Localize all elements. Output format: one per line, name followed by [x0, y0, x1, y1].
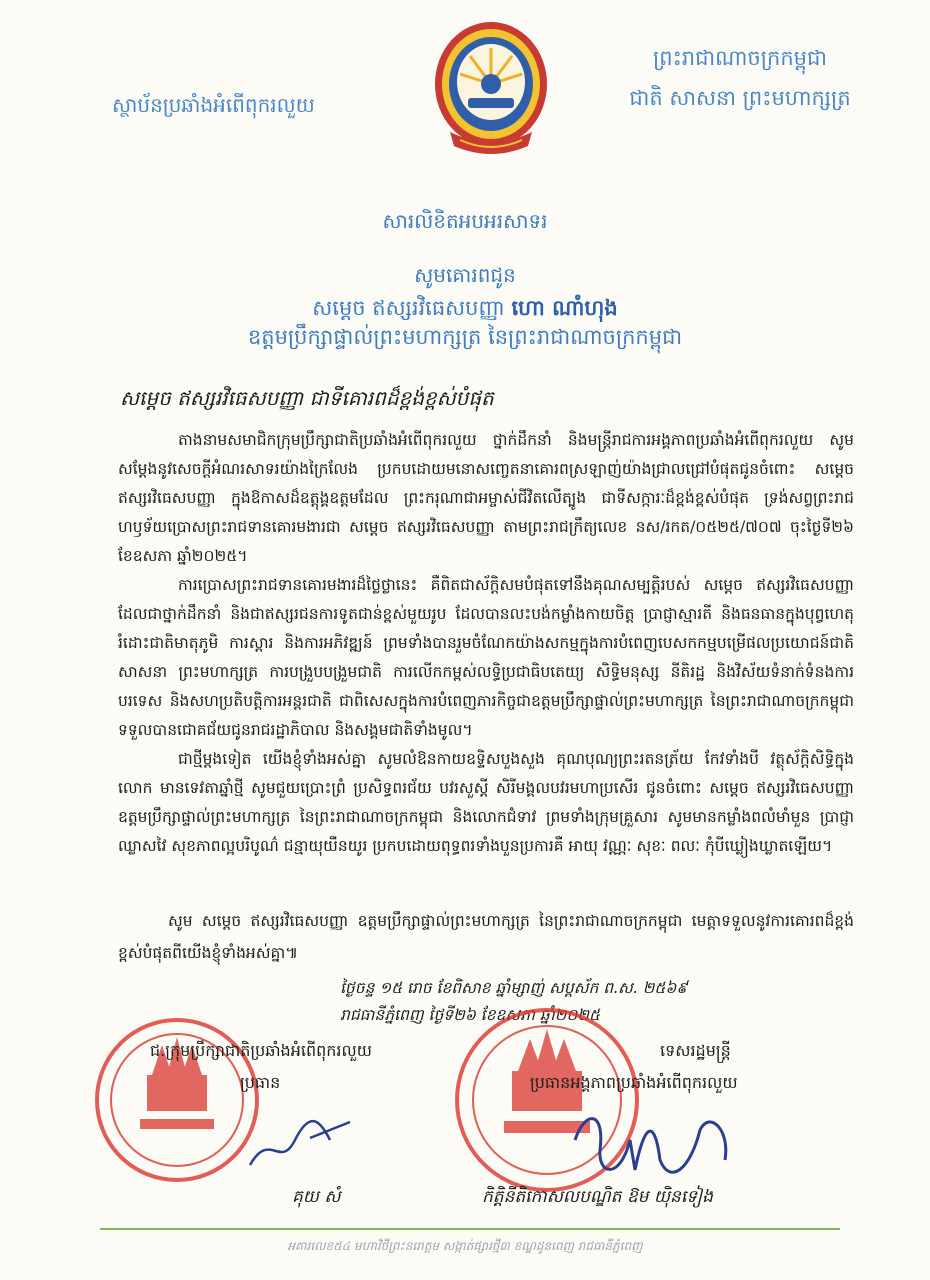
- left-signatory-name: គុយ សំ: [292, 1187, 341, 1207]
- right-signatory-name: កិត្តិនីតិកោសលបណ្ឌិត ឱម យ៉ិនទៀង: [482, 1187, 713, 1207]
- to-label: សូមគោរពជូន: [414, 263, 516, 287]
- right-signatory-org: ទេសរដ្ឋមន្ត្រី: [660, 1041, 731, 1060]
- footer-address: អគារលេខ៥៤ មហាវិថីព្រះនរោត្តម សង្កាត់ផ្សារថ្មី៣ ខណ្ឌដូនពេញ រាជធានីភ្នំពេញ: [287, 1239, 643, 1253]
- paragraph-3: ជាថ្មីម្តងទៀត យើងខ្ញុំទាំងអស់គ្នា សូមលំឱនកាយឧទ្ទិសបួងសួង គុណបុណ្យព្រះរតនត្រ័យ កែវទាំងបី វត្ថុស័ក្តិសិទ្ធិក្នុងលោក មានទេវតាឆ្នាំថ្មី សូមជួយប្រោះព្រំ ប្រសិទ្ធពរជ័យ បវរសួស្តី សិរីមង្គលបវរមហាប្រសើរ ជូនចំពោះ សម្តេច ឥស្សរវិធេសបញ្ញា ឧត្តមប្រឹក្សាផ្ទាល់ព្រះមហាក្សត្រ នៃព្រះរាជាណាចក្រកម្ពុជា និងលោកជំទាវ ព្រមទាំងក្រុមគ្រួសារ សូមមានកម្លាំងពលំមាំមួន ប្រាជ្ញាឈ្លាសវៃ សុខភាពល្អបរិបូណ៌ ជន្មាយុយឺនយូរ ប្រកបដោយពុទ្ធពរទាំងបួនប្រការគឺ អាយុ វណ្ណៈ សុខៈ ពលៈ កុំបីឃ្លៀងឃ្លាតឡើយ។: [118, 750, 854, 855]
- recipient-title: ឧត្តមប្រឹក្សាផ្ទាល់ព្រះមហាក្សត្រ នៃព្រះរាជាណាចក្រកម្ពុជា: [247, 325, 683, 349]
- recipient-personal-name: ហោ ណាំហុង: [511, 295, 618, 320]
- left-signatory-org: ជ.ក្រុមប្រឹក្សាជាតិប្រឆាំងអំពើពុករលួយ: [150, 1041, 372, 1060]
- recipient-name: [0, 295, 930, 326]
- org-name-header: ស្ថាប័នប្រឆាំងអំពើពុករលួយ: [112, 93, 315, 117]
- anti-corruption-emblem: [430, 14, 552, 164]
- closing-paragraph: សូម សម្តេច ឥស្សរវិធេសបញ្ញា ឧត្តមប្រឹក្សាផ្ទាល់ព្រះមហាក្សត្រ នៃព្រះរាជាណាចក្រកម្ពុជា មេត្តាទទួលនូវការគោរពដ៏ខ្ពង់ខ្ពស់បំផុតពីយើងខ្ញុំទាំងអស់គ្នា៕: [118, 912, 854, 962]
- letter-body: [118, 426, 854, 861]
- right-signatory-role: ប្រធានអង្គភាពប្រឆាំងអំពើពុករលួយ: [530, 1073, 738, 1092]
- footer-divider: [100, 1228, 840, 1230]
- national-motto: ជាតិ សាសនា ព្រះមហាក្សត្រ: [629, 86, 851, 110]
- lunar-date: ថ្ងៃចន្ទ ១៥ រោច ខែពិសាខ ឆ្នាំម្សាញ់ សប្តស័ក ព.ស. ២៥៦៩: [340, 979, 688, 997]
- solar-date: រាជធានីភ្នំពេញ ថ្ងៃទី២៦ ខែឧសភា ឆ្នាំ២០២៥: [340, 1006, 600, 1024]
- paragraph-2: ការប្រោសព្រះរាជទានគោរមងារដ៏ថ្លៃថ្លានេះ គឺពិតជាស័ក្តិសមបំផុតទៅនឹងគុណសម្បត្តិរបស់ សម្តេច ឥស្សរវិធេសបញ្ញា ដែលជាថ្នាក់ដឹកនាំ និងជាឥស្សរជនការទូតជាន់ខ្ពស់មួយរូប ដែលបានលះបង់កម្លាំងកាយចិត្ត ប្រាជ្ញាស្មារតី និងធនធានក្នុងបុព្វហេតុរំដោះជាតិមាតុភូមិ ការស្តារ និងការអភិវឌ្ឍន៍ ព្រមទាំងបានរួមចំណែកយ៉ាងសកម្មក្នុងការបំពេញបេសកកម្មបម្រើផលប្រយោជន៍ជាតិ សាសនា ព្រះមហាក្សត្រ ការបង្រួបបង្រួមជាតិ ការលើកកម្ពស់លទ្ធិប្រជាធិបតេយ្យ សិទ្ធិមនុស្ស នីតិរដ្ឋ និងវិស័យទំនាក់ទំនងការបរទេស និងសហប្រតិបត្តិការអន្តរជាតិ ជាពិសេសក្នុងការបំពេញភារកិច្ចជាឧត្តមប្រឹក្សាផ្ទាល់ព្រះមហាក្សត្រ នៃព្រះរាជាណាចក្រកម្ពុជា ទទួលបានជោគជ័យជូនរាជរដ្ឋាភិបាល និងសង្គមជាតិទាំងមូល។: [118, 576, 854, 739]
- right-handwritten-signature: [560, 1100, 740, 1190]
- letter-subject: សារលិខិតអបអរសាទរ: [382, 209, 548, 233]
- paragraph-1: តាងនាមសមាជិកក្រុមប្រឹក្សាជាតិប្រឆាំងអំពើពុករលួយ ថ្នាក់ដឹកនាំ និងមន្ត្រីរាជការអង្គភាពប្រឆាំងអំពើពុករលួយ សូមសម្តែងនូវសេចក្តីអំណរសាទរយ៉ាងក្រៃលែង ប្រកបដោយមនោសញ្ចេតនាគោរពស្រឡាញ់យ៉ាងជ្រាលជ្រៅបំផុតជូនចំពោះ សម្តេច ឥស្សរវិធេសបញ្ញា ក្នុងឱកាសដ៏ឧត្តុង្គឧត្តមដែល ព្រះករុណាជាអម្ចាស់ជីវិតលើត្បូង ជាទីសក្ការៈដ៏ខ្ពង់ខ្ពស់បំផុត ទ្រង់សព្វព្រះរាជហឫទ័យប្រោសព្រះរាជទានគោរមងារជា សម្តេច ឥស្សរវិធេសបញ្ញា តាមព្រះរាជក្រឹត្យលេខ នស/រកត/០៥២៥/៧០៧ ចុះថ្ងៃទី២៦ ខែឧសភា ឆ្នាំ២០២៥។: [118, 431, 854, 565]
- salutation: សម្តេច ឥស្សរវិធេសបញ្ញា ជាទីគោរពដ៏ខ្ពង់ខ្ពស់បំផុត: [120, 386, 494, 410]
- recipient-prefix: សម្តេច ឥស្សរវិធេសបញ្ញា: [312, 296, 505, 320]
- left-handwritten-signature: [240, 1110, 360, 1180]
- left-signatory-role: ប្រធាន: [240, 1073, 281, 1092]
- kingdom-title: ព្រះរាជាណាចក្រកម្ពុជា: [652, 46, 827, 70]
